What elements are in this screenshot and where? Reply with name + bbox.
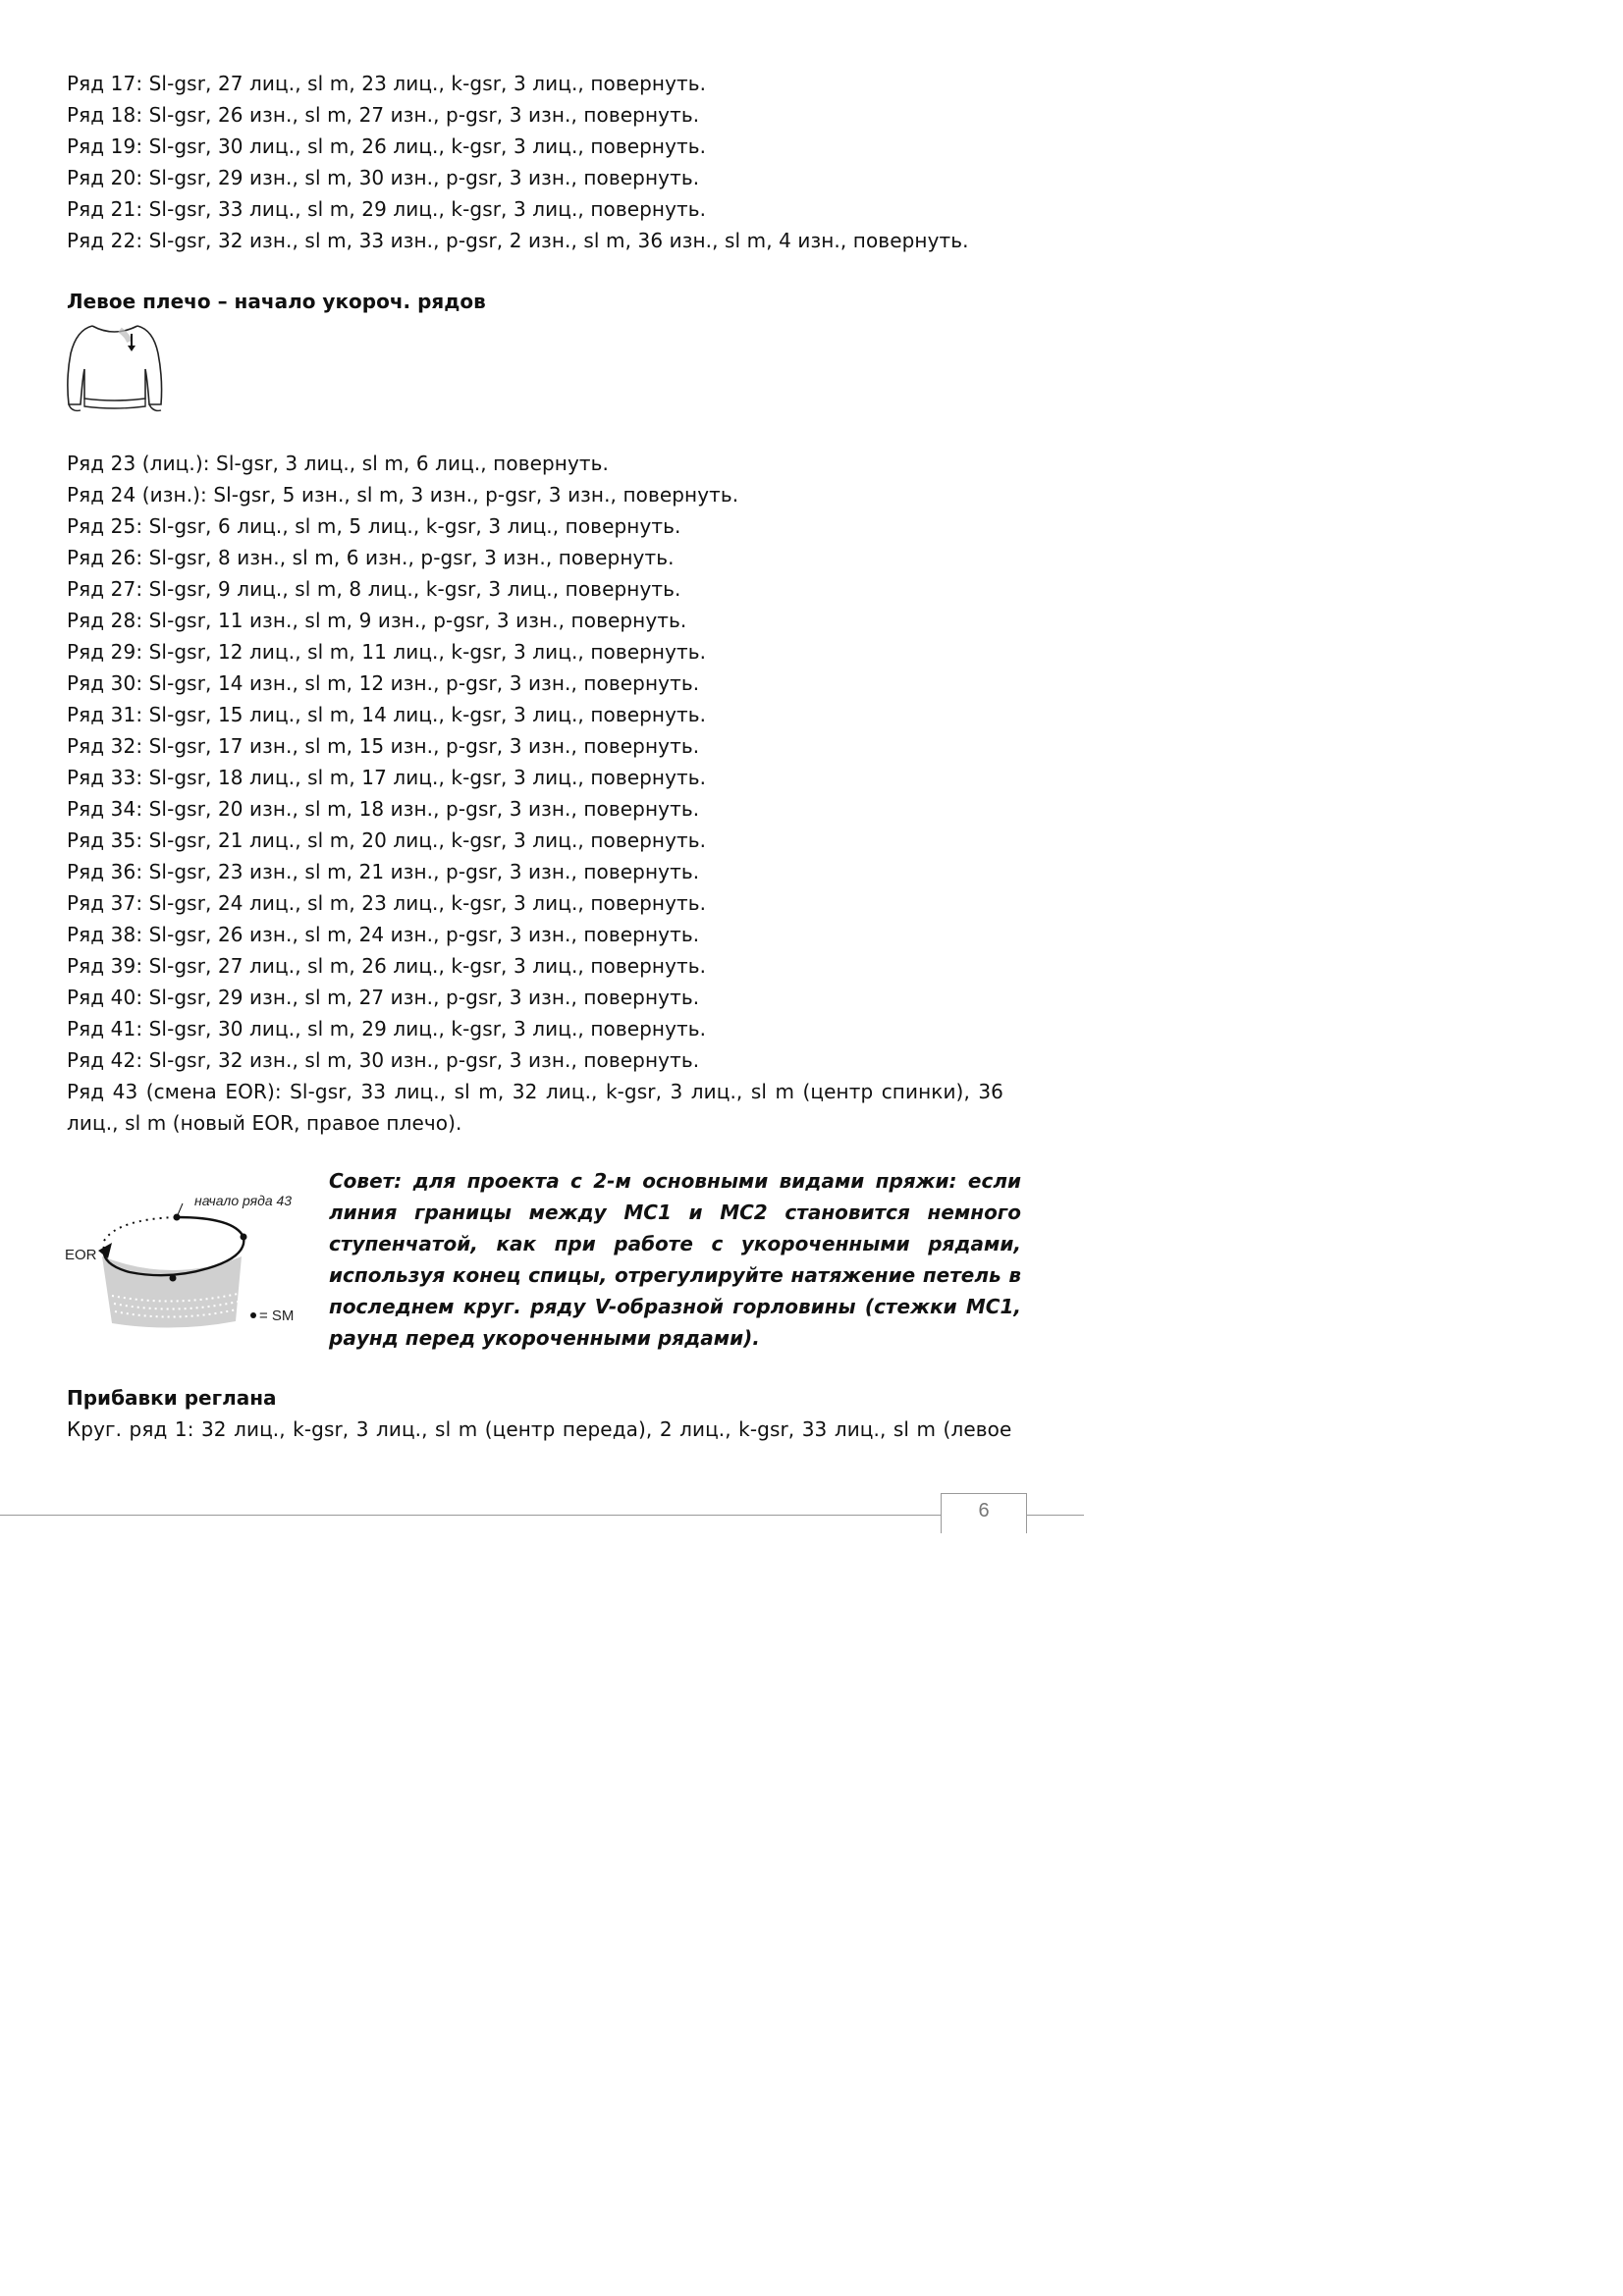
- row-34: Ряд 34: Sl-gsr, 20 изн., sl m, 18 изн., p-gsr, 3 изн., повернуть.: [67, 797, 700, 821]
- tip-line: Совет: для проекта с 2-м основными видами пряжи: если: [329, 1169, 1021, 1193]
- tip-line: линия границы между MC1 и MC2 становится немного: [329, 1201, 1021, 1224]
- row-17: Ряд 17: Sl-gsr, 27 лиц., sl m, 23 лиц., k-gsr, 3 лиц., повернуть.: [67, 72, 707, 95]
- row-36: Ряд 36: Sl-gsr, 23 изн., sl m, 21 изн., p-gsr, 3 изн., повернуть.: [67, 860, 700, 883]
- page-number: 6: [978, 1500, 990, 1522]
- row-26: Ряд 26: Sl-gsr, 8 изн., sl m, 6 изн., p-gsr, 3 изн., повернуть.: [67, 546, 675, 569]
- row-38: Ряд 38: Sl-gsr, 26 изн., sl m, 24 изн., p-gsr, 3 изн., повернуть.: [67, 923, 700, 946]
- tip-line: последнем круг. ряду V-образной горловины (стежки MC1,: [329, 1295, 1021, 1318]
- row-43: Ряд 43 (смена EOR): Sl-gsr, 33 лиц., sl m, 32 лиц., k-gsr, 3 лиц., sl m (центр спинки), 36: [67, 1080, 1004, 1103]
- yoke-diagram: [61, 1186, 336, 1343]
- row-29: Ряд 29: Sl-gsr, 12 лиц., sl m, 11 лиц., k-gsr, 3 лиц., повернуть.: [67, 640, 707, 664]
- row-20: Ряд 20: Sl-gsr, 29 изн., sl m, 30 изн., p-gsr, 3 изн., повернуть.: [67, 166, 700, 189]
- tip-paragraph: [329, 1165, 1021, 1354]
- sweater-sketch: [63, 320, 165, 416]
- tip-line: используя конец спицы, отрегулируйте натяжение петель в: [329, 1263, 1021, 1287]
- sm-legend-label: = SM: [259, 1308, 295, 1324]
- row-23: Ряд 23 (лиц.): Sl-gsr, 3 лиц., sl m, 6 лиц., повернуть.: [67, 452, 609, 475]
- row-24: Ряд 24 (изн.): Sl-gsr, 5 изн., sl m, 3 изн., p-gsr, 3 изн., повернуть.: [67, 483, 739, 507]
- row-19: Ряд 19: Sl-gsr, 30 лиц., sl m, 26 лиц., k-gsr, 3 лиц., повернуть.: [67, 134, 707, 158]
- row-41: Ряд 41: Sl-gsr, 30 лиц., sl m, 29 лиц., k-gsr, 3 лиц., повернуть.: [67, 1017, 707, 1041]
- tip-line: раунд перед укороченными рядами).: [329, 1326, 760, 1350]
- row-25: Ряд 25: Sl-gsr, 6 лиц., sl m, 5 лиц., k-gsr, 3 лиц., повернуть.: [67, 514, 681, 538]
- row-31: Ряд 31: Sl-gsr, 15 лиц., sl m, 14 лиц., k-gsr, 3 лиц., повернуть.: [67, 703, 707, 726]
- footer-rule: [0, 1515, 941, 1516]
- row-40: Ряд 40: Sl-gsr, 29 изн., sl m, 27 изн., p-gsr, 3 изн., повернуть.: [67, 986, 700, 1009]
- row-32: Ряд 32: Sl-gsr, 17 изн., sl m, 15 изн., p-gsr, 3 изн., повернуть.: [67, 734, 700, 758]
- tip-line: ступенчатой, как при работе с укороченными рядами,: [329, 1232, 1021, 1255]
- start-row-label: начало ряда 43: [194, 1193, 293, 1208]
- row-33: Ряд 33: Sl-gsr, 18 лиц., sl m, 17 лиц., k-gsr, 3 лиц., повернуть.: [67, 766, 707, 789]
- eor-label: EOR: [65, 1247, 97, 1263]
- row-21: Ряд 21: Sl-gsr, 33 лиц., sl m, 29 лиц., k-gsr, 3 лиц., повернуть.: [67, 197, 707, 221]
- row-28: Ряд 28: Sl-gsr, 11 изн., sl m, 9 изн., p-gsr, 3 изн., повернуть.: [67, 609, 687, 632]
- row-22: Ряд 22: Sl-gsr, 32 изн., sl m, 33 изн., p-gsr, 2 изн., sl m, 36 изн., sl m, 4 изн., повернуть.: [67, 229, 969, 252]
- row-39: Ряд 39: Sl-gsr, 27 лиц., sl m, 26 лиц., k-gsr, 3 лиц., повернуть.: [67, 954, 707, 978]
- section-heading-raglan: Прибавки реглана: [67, 1386, 277, 1410]
- row-30: Ряд 30: Sl-gsr, 14 изн., sl m, 12 изн., p-gsr, 3 изн., повернуть.: [67, 671, 700, 695]
- raglan-row-1: Круг. ряд 1: 32 лиц., k-gsr, 3 лиц., sl m (центр переда), 2 лиц., k-gsr, 33 лиц., sl m (левое: [67, 1417, 1012, 1441]
- row-18: Ряд 18: Sl-gsr, 26 изн., sl m, 27 изн., p-gsr, 3 изн., повернуть.: [67, 103, 700, 127]
- marker-dot-right: [241, 1234, 247, 1241]
- section-heading-left-shoulder: Левое плечо – начало укороч. рядов: [67, 290, 486, 313]
- row-27: Ряд 27: Sl-gsr, 9 лиц., sl m, 8 лиц., k-gsr, 3 лиц., повернуть.: [67, 577, 681, 601]
- row-43-continued: лиц., sl m (новый EOR, правое плечо).: [67, 1111, 462, 1135]
- row-35: Ряд 35: Sl-gsr, 21 лиц., sl m, 20 лиц., k-gsr, 3 лиц., повернуть.: [67, 828, 707, 852]
- marker-dot-bottom: [170, 1275, 177, 1282]
- legend-dot: [250, 1312, 256, 1318]
- row-37: Ряд 37: Sl-gsr, 24 лиц., sl m, 23 лиц., k-gsr, 3 лиц., повернуть.: [67, 891, 707, 915]
- row-42: Ряд 42: Sl-gsr, 32 изн., sl m, 30 изн., p-gsr, 3 изн., повернуть.: [67, 1048, 700, 1072]
- footer-rule-right: [1027, 1515, 1084, 1516]
